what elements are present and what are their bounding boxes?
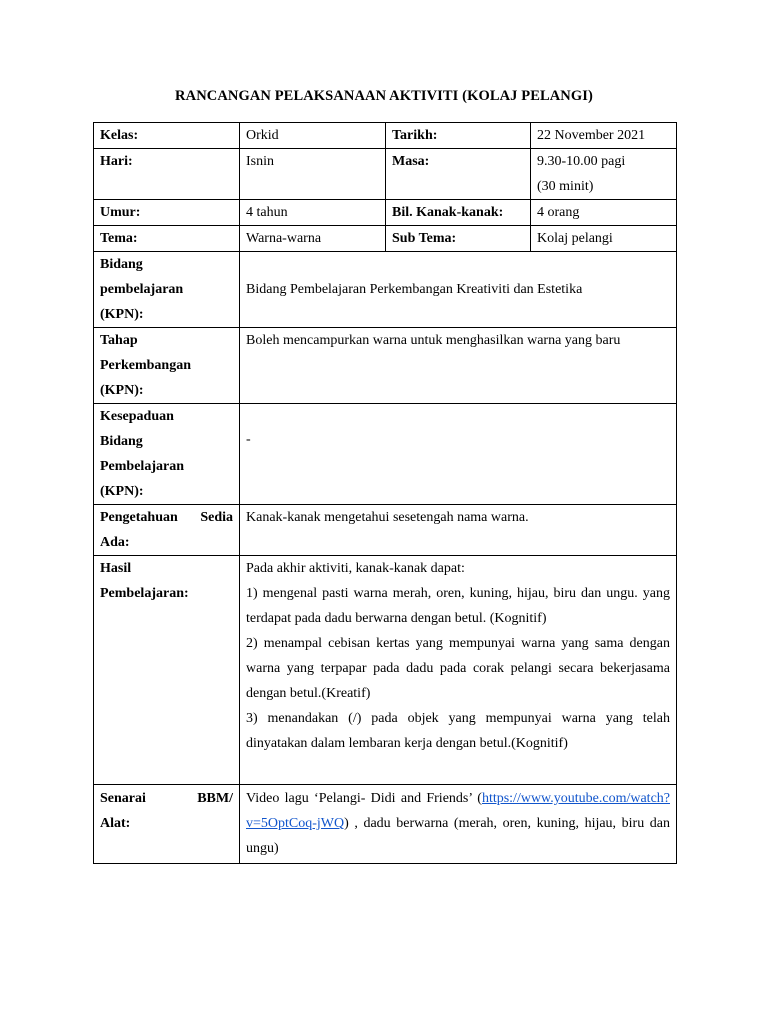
hasil-item-1: 1) mengenal pasti warna merah, oren, kuning, hijau, biru dan ungu. yang terdapat pada dadu berwarna dengan betul. (Kognitif) xyxy=(246,586,670,626)
table-row xyxy=(94,404,677,505)
label-line: Hasil xyxy=(100,561,132,576)
label-line: Pembelajaran xyxy=(100,459,184,474)
label-line: Bidang xyxy=(100,434,143,449)
kesepaduan-dash: - xyxy=(246,432,251,447)
lesson-plan-table xyxy=(93,122,677,864)
value-hasil-pembelajaran xyxy=(240,556,677,785)
value-tahap-perkembangan: Boleh mencampurkan warna untuk menghasilkan warna yang baru xyxy=(240,328,677,404)
value-sub-tema: Kolaj pelangi xyxy=(531,226,677,252)
label-line: Tahap xyxy=(100,333,138,348)
label-line: pembelajaran xyxy=(100,282,184,297)
label-line: Pengetahuan Sedia xyxy=(100,510,233,525)
label-bil-kanak-kanak: Bil. Kanak-kanak: xyxy=(386,200,531,226)
label-line: (KPN): xyxy=(100,383,144,398)
label-kesepaduan xyxy=(94,404,240,505)
table-row xyxy=(94,226,677,252)
label-masa: Masa: xyxy=(386,149,531,200)
label-senarai-bbm-alat xyxy=(94,785,240,864)
label-line: Pembelajaran: xyxy=(100,586,189,601)
value-senarai-bbm-alat xyxy=(240,785,677,864)
table-row xyxy=(94,505,677,556)
hasil-intro: Pada akhir aktiviti, kanak-kanak dapat: xyxy=(246,561,465,576)
label-sub-tema: Sub Tema: xyxy=(386,226,531,252)
table-row xyxy=(94,149,677,200)
table-row xyxy=(94,200,677,226)
masa-line-2: (30 minit) xyxy=(537,179,594,194)
label-tahap-perkembangan xyxy=(94,328,240,404)
label-line: Perkembangan xyxy=(100,358,191,373)
label-line: Ada: xyxy=(100,535,130,550)
value-kelas: Orkid xyxy=(240,123,386,149)
value-hari: Isnin xyxy=(240,149,386,200)
masa-line-1: 9.30-10.00 pagi xyxy=(537,154,626,169)
senarai-text-before: Video lagu ‘Pelangi- Didi and Friends’ ( xyxy=(246,791,482,806)
value-kesepaduan xyxy=(240,404,677,505)
table-row xyxy=(94,556,677,785)
label-tema: Tema: xyxy=(94,226,240,252)
value-bil-kanak-kanak: 4 orang xyxy=(531,200,677,226)
table-row xyxy=(94,328,677,404)
label-pengetahuan-sedia-ada xyxy=(94,505,240,556)
label-umur: Umur: xyxy=(94,200,240,226)
label-line: (KPN): xyxy=(100,307,144,322)
label-bidang-pembelajaran xyxy=(94,252,240,328)
hasil-item-2: 2) menampal cebisan kertas yang mempunyai warna yang sama dengan warna yang terpapar pada dadu pada corak pelangi secara bekerjasama dengan betul.(Kreatif) xyxy=(246,636,670,701)
senarai-text-after: ) , dadu berwarna (merah, oren, kuning, hijau, biru dan ungu) xyxy=(246,816,670,856)
label-line: (KPN): xyxy=(100,484,144,499)
label-line: Alat: xyxy=(100,816,131,831)
value-umur: 4 tahun xyxy=(240,200,386,226)
label-line: Kesepaduan xyxy=(100,409,174,424)
label-kelas: Kelas: xyxy=(94,123,240,149)
hasil-item-3: 3) menandakan (/) pada objek yang mempunyai warna yang telah dinyatakan dalam lembaran kerja dengan betul.(Kognitif) xyxy=(246,711,670,751)
label-line: Bidang xyxy=(100,257,143,272)
value-tema: Warna-warna xyxy=(240,226,386,252)
table-row xyxy=(94,785,677,864)
table-row xyxy=(94,252,677,328)
label-hari: Hari: xyxy=(94,149,240,200)
value-tarikh: 22 November 2021 xyxy=(531,123,677,149)
label-tarikh: Tarikh: xyxy=(386,123,531,149)
document-title: RANCANGAN PELAKSANAAN AKTIVITI (KOLAJ PELANGI) xyxy=(175,88,593,104)
value-bidang-pembelajaran: Bidang Pembelajaran Perkembangan Kreativiti dan Estetika xyxy=(240,252,677,328)
value-pengetahuan-sedia-ada: Kanak-kanak mengetahui sesetengah nama warna. xyxy=(240,505,677,556)
value-masa xyxy=(531,149,677,200)
label-hasil-pembelajaran xyxy=(94,556,240,785)
youtube-video-link[interactable]: https://www.youtube.com/watch?v=5OptCoq-jWQ xyxy=(246,791,670,831)
table-row xyxy=(94,123,677,149)
label-line: Senarai BBM/ xyxy=(100,791,233,806)
